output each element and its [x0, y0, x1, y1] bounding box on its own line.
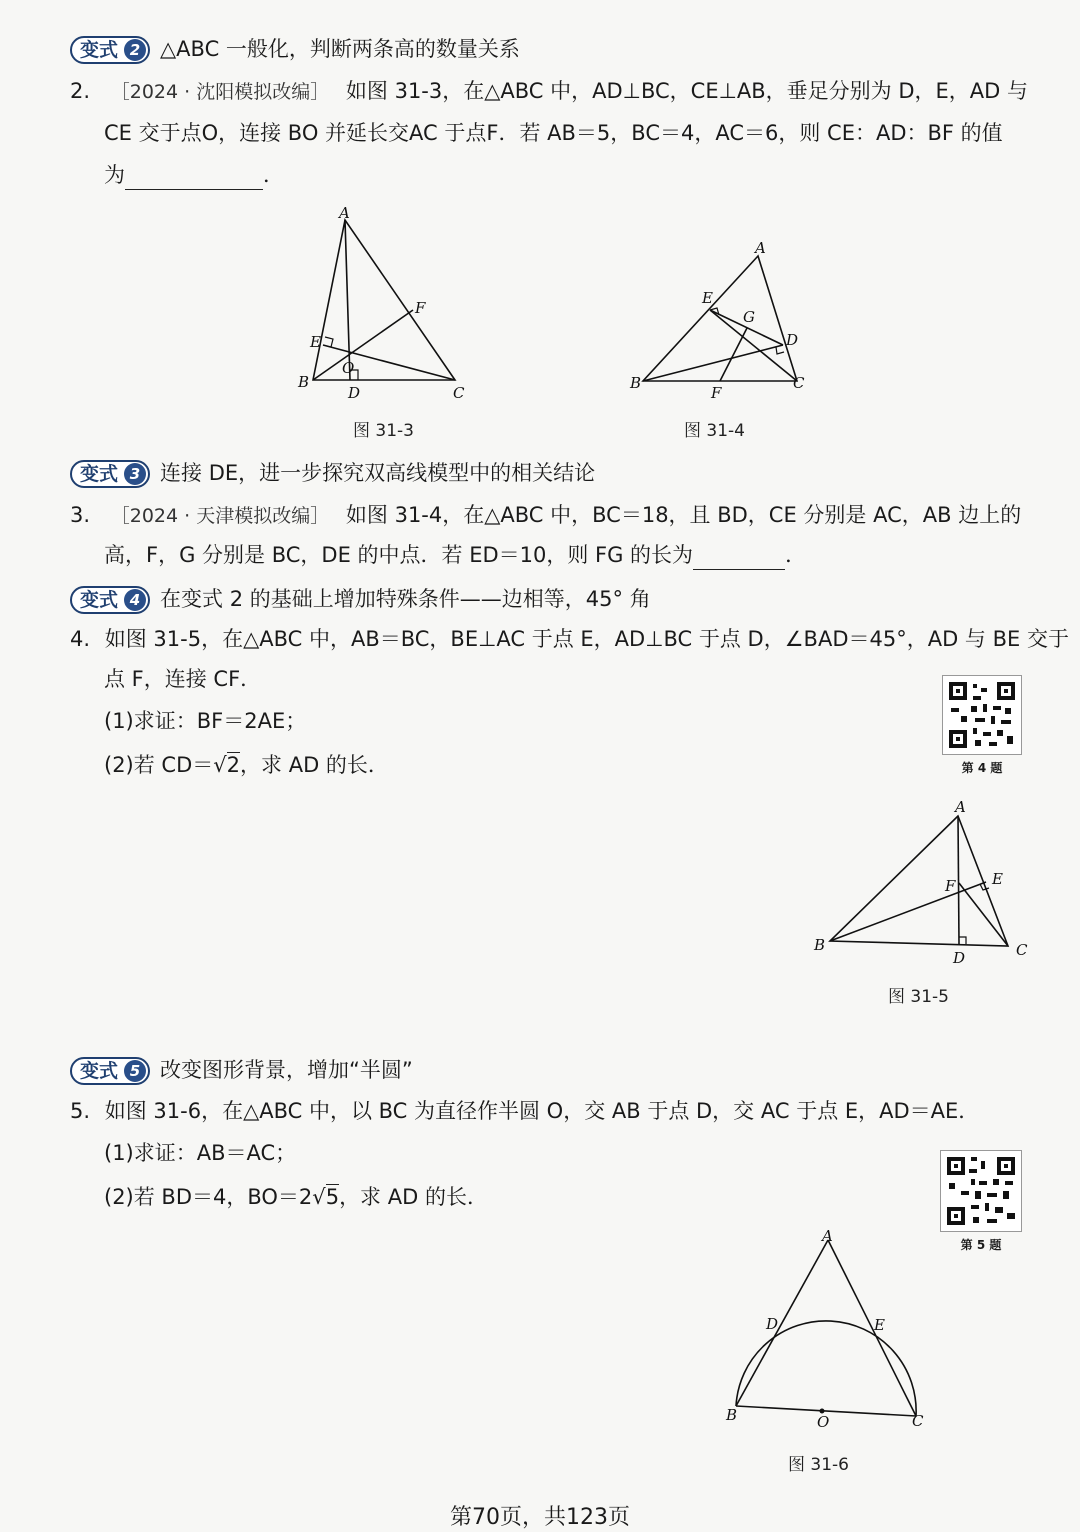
fig316-semicircle: [736, 1321, 916, 1416]
sqrt-symbol: √: [213, 753, 227, 777]
fig314-caption: 图 31-4: [684, 421, 745, 441]
q4-text-1: 如图 31-5，在△ABC 中，AB＝BC，BE⊥AC 于点 E，AD⊥BC 于点 D，∠BAD＝45°，AD 与 BE 交于: [104, 627, 1069, 651]
variant-2-header: [70, 34, 520, 64]
fig314-altitude-BD: [643, 345, 783, 381]
q3-line2: 高，F，G 分别是 BC，DE 的中点．若 ED＝10，则 FG 的长为 ．: [104, 540, 806, 570]
fig316-side-AC: [828, 1240, 916, 1416]
fig314-label-B: B: [630, 374, 642, 392]
fig316-side-AB: [736, 1240, 828, 1406]
q2-line2: CE 交于点O，连接 BO 并延长交AC 于点F．若 AB＝5，BC＝4，AC＝6，则 CE：AD：BF 的值: [104, 121, 1003, 145]
fig316-label-D: D: [766, 1315, 779, 1333]
q5-text-1: 如图 31-6，在△ABC 中，以 BC 为直径作半圆 O，交 AB 于点 D，交 AC 于点 E，AD＝AE．: [104, 1099, 980, 1123]
fig316-label-A: A: [822, 1228, 833, 1245]
fig316-label-B: B: [726, 1406, 738, 1424]
fig316-label-C: C: [912, 1412, 924, 1430]
q4-qr-block[interactable]: [942, 675, 1022, 776]
fig314-label-A: A: [755, 239, 766, 257]
fig314-label-D: D: [786, 331, 799, 349]
q5-line1: [70, 1096, 979, 1126]
fig315-label-D: D: [953, 949, 966, 967]
page-footer: 第70页，共123页: [450, 1505, 630, 1530]
figure-31-3: [290, 205, 480, 405]
variant-5-header: [70, 1055, 413, 1085]
variant-3-header: [70, 458, 595, 488]
fig316-label-O: O: [817, 1413, 830, 1431]
q2-number: 2.: [70, 79, 91, 103]
fig313-triangle: [313, 220, 455, 380]
q2-line3: 为 ．: [104, 160, 284, 190]
q3-source: ［2024 · 天津模拟改编］: [110, 505, 330, 527]
variant-3-title: 连接 DE，进一步探究双高线模型中的相关结论: [160, 461, 596, 485]
q2-source: ［2024 · 沈阳模拟改编］: [110, 81, 330, 103]
q4-number: 4.: [70, 627, 91, 651]
fig313-caption: 图 31-3: [353, 421, 414, 441]
q4-line2: 点 F，连接 CF．: [104, 667, 262, 691]
q4-part2: (2)若 CD＝√2，求 AD 的长．: [104, 753, 389, 777]
fig314-label-C: C: [793, 374, 805, 392]
variant-5-badge: 变式 5: [70, 1057, 150, 1085]
fig314-right-angle-D: [776, 347, 784, 354]
q5-qr-block[interactable]: [940, 1150, 1022, 1253]
q5-part2: (2)若 BD＝4，BO＝2√5，求 AD 的长．: [104, 1185, 488, 1209]
fig315-altitude-AD: [958, 816, 959, 944]
fig316-label-E: E: [874, 1316, 885, 1334]
fig313-label-C: C: [453, 384, 465, 402]
variant-5-title: 改变图形背景，增加“半圆”: [160, 1058, 413, 1082]
q3-number: 3.: [70, 503, 91, 527]
fig315-label-B: B: [814, 936, 826, 954]
variant-4-header: [70, 584, 651, 614]
fig313-line-BF: [313, 310, 413, 380]
variant-2-title: △ABC 一般化，判断两条高的数量关系: [160, 37, 520, 61]
variant-4-badge: 变式 4: [70, 586, 150, 614]
fig314-label-E: E: [702, 289, 713, 307]
qr-code-icon[interactable]: [940, 1150, 1022, 1232]
sqrt-symbol: √: [312, 1185, 326, 1209]
fig316-caption: 图 31-6: [788, 1455, 849, 1475]
qr-code-icon[interactable]: [942, 675, 1022, 755]
fig315-label-F: F: [945, 877, 956, 895]
q2-text-1: 如图 31-3，在△ABC 中，AD⊥BC，CE⊥AB，垂足分别为 D，E，AD 与: [345, 79, 1028, 103]
q2-line1: [70, 76, 1028, 107]
q3-text-1: 如图 31-4，在△ABC 中，BC＝18，且 BD，CE 分别是 AC，AB 边上的: [345, 503, 1022, 527]
fig313-label-F: F: [415, 299, 426, 317]
fig315-right-angle-D: [959, 937, 966, 944]
fig313-label-B: B: [298, 373, 310, 391]
fig315-caption: 图 31-5: [888, 987, 949, 1007]
fig315-label-E: E: [992, 870, 1003, 888]
q2-answer-blank[interactable]: [125, 167, 263, 190]
figure-31-5: [808, 798, 1038, 968]
fig313-label-E: E: [310, 333, 321, 351]
variant-2-badge: 变式 2: [70, 36, 150, 64]
fig315-label-A: A: [955, 798, 966, 816]
q4-line1: [70, 624, 1069, 654]
q5-qr-label: 第 5 题: [960, 1238, 1002, 1252]
variant-4-title: 在变式 2 的基础上增加特殊条件——边相等，45° 角: [160, 587, 651, 611]
figure-31-4: [625, 238, 815, 403]
q5-part1: (1)求证：AB＝AC；: [104, 1141, 297, 1165]
q4-qr-label: 第 4 题: [961, 761, 1003, 775]
q4-part1: (1)求证：BF＝2AE；: [104, 709, 307, 733]
fig314-label-F: F: [711, 384, 722, 402]
fig313-label-A: A: [339, 205, 350, 222]
fig315-altitude-BE: [830, 882, 986, 941]
fig313-label-O: O: [342, 359, 355, 377]
q3-line1: [70, 500, 1021, 531]
fig313-label-D: D: [348, 384, 361, 402]
q5-number: 5.: [70, 1099, 91, 1123]
variant-3-badge: 变式 3: [70, 460, 150, 488]
q3-answer-blank[interactable]: [693, 547, 785, 570]
fig314-label-G: G: [743, 308, 755, 326]
fig315-triangle: [830, 816, 1008, 946]
fig315-label-C: C: [1016, 941, 1028, 959]
figure-31-6: [718, 1228, 938, 1433]
